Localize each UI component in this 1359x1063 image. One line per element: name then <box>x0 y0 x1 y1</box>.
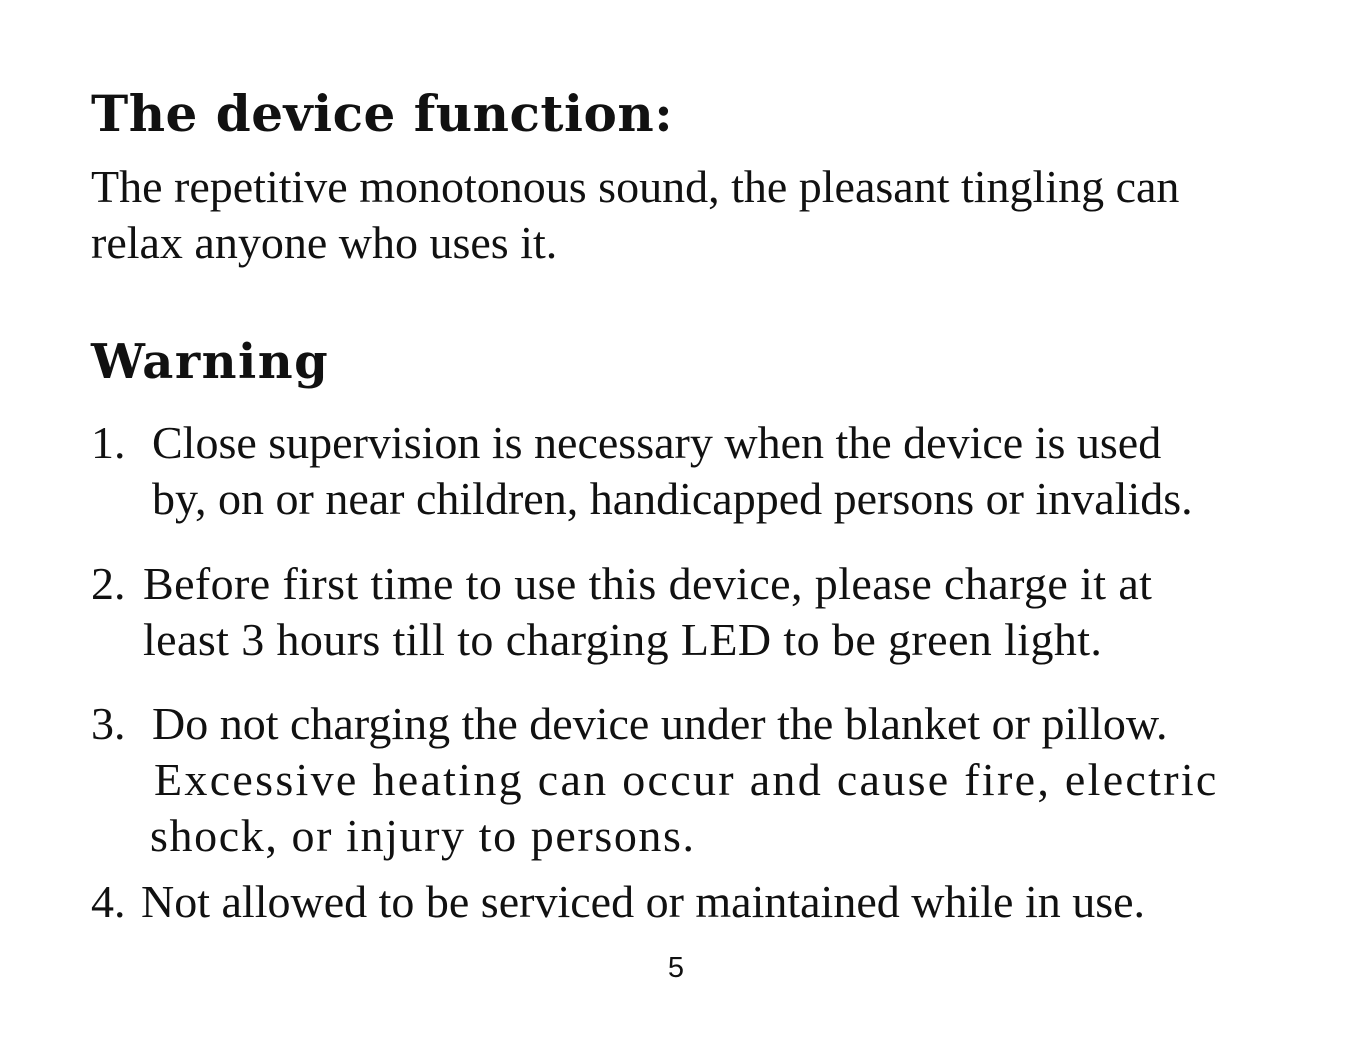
warning-item-line: by, on or near children, handicapped persons or invalids. <box>152 473 1193 524</box>
warning-item-line: shock, or injury to persons. <box>150 810 696 861</box>
warning-item-3 <box>91 696 1219 864</box>
warning-item-4 <box>91 874 1145 930</box>
warning-heading: Warning <box>91 334 330 390</box>
warning-item-line: Do not charging the device under the blanket or pillow. <box>152 698 1168 749</box>
device-function-description <box>91 159 1179 271</box>
page-number: 5 <box>667 952 685 984</box>
warning-item-line: Excessive heating can occur and cause fire, electric <box>154 754 1219 805</box>
description-line-1: The repetitive monotonous sound, the pleasant tingling can <box>91 161 1180 212</box>
warning-item-number: 4. <box>91 876 126 927</box>
warning-item-number: 1. <box>91 417 126 468</box>
warning-item-number: 2. <box>91 558 126 609</box>
warning-item-line: Not allowed to be serviced or maintained while in use. <box>141 876 1146 927</box>
warning-item-2 <box>91 556 1152 668</box>
warning-item-line: Close supervision is necessary when the device is used <box>152 417 1162 468</box>
description-line-2: relax anyone who uses it. <box>91 217 558 268</box>
warning-item-line: Before first time to use this device, please charge it at <box>143 558 1153 609</box>
warning-item-1 <box>91 415 1193 527</box>
warning-item-line: least 3 hours till to charging LED to be green light. <box>143 614 1103 665</box>
warning-item-number: 3. <box>91 698 126 749</box>
device-function-heading: The device function: <box>91 84 674 143</box>
